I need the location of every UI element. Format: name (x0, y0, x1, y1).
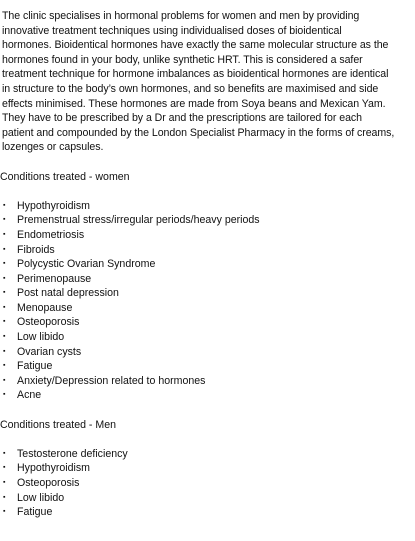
list-item (0, 286, 413, 301)
document-page (0, 9, 413, 534)
list-item-text: Fatigue (17, 506, 53, 519)
list-item-text: Endometriosis (17, 228, 85, 241)
square-bullet-icon: ▪ (3, 479, 6, 486)
list-item-text: Anxiety/Depression related to hormones (17, 374, 206, 387)
list-item (0, 461, 413, 476)
intro-line: hormones. Bioidentical hormones have exactly the same molecular structure as the (2, 39, 389, 52)
list-item-text: Fatigue (17, 360, 53, 373)
square-bullet-icon: ▪ (3, 274, 6, 282)
list-item-text: Ovarian cysts (17, 345, 82, 358)
list-item-text: Perimenopause (17, 272, 92, 285)
list-item (0, 491, 413, 506)
list-item-text: Polycystic Ovarian Syndrome (17, 258, 156, 271)
list-item-text: Premenstrual stress/irregular periods/heavy periods (17, 214, 260, 227)
list-item (0, 345, 413, 360)
list-item (0, 243, 413, 258)
square-bullet-icon: ▪ (3, 362, 6, 370)
list-item (0, 374, 413, 389)
list-item-text: Fibroids (17, 243, 55, 256)
square-bullet-icon: ▪ (3, 303, 6, 311)
list-item-text: Hypothyroidism (17, 462, 91, 475)
intro-line: treatment technique for hormone imbalances as bioidentical hormones are identical (2, 68, 389, 81)
list-item-text: Hypothyroidism (17, 199, 91, 212)
list-item-text: Menopause (17, 301, 73, 314)
list-item (0, 213, 413, 228)
square-bullet-icon: ▪ (3, 230, 6, 238)
list-item-text: Testosterone deficiency (17, 447, 128, 460)
intro-line: lozenges or capsules. (2, 141, 104, 154)
intro-paragraph (2, 9, 413, 155)
list-item (0, 257, 413, 272)
square-bullet-icon: ▪ (3, 508, 6, 516)
intro-line: They have to be prescribed by a Dr and the prescriptions are tailored for each (2, 112, 363, 125)
list-item (0, 228, 413, 243)
square-bullet-icon: ▪ (3, 333, 6, 341)
intro-line: innovative treatment techniques using individualised doses of bioidentical (2, 24, 342, 37)
square-bullet-icon: ▪ (3, 260, 6, 268)
square-bullet-icon: ▪ (3, 449, 6, 457)
list-item-text: Osteoporosis (17, 316, 80, 329)
list-item (0, 301, 413, 316)
list-item (0, 505, 413, 520)
square-bullet-icon: ▪ (3, 347, 6, 355)
square-bullet-icon: ▪ (3, 464, 6, 472)
list-item-text: Low libido (17, 491, 65, 504)
list-item-text: Acne (17, 389, 42, 402)
square-bullet-icon: ▪ (3, 391, 6, 399)
women-conditions-list (0, 199, 413, 403)
men-conditions-heading: Conditions treated - Men (0, 418, 117, 431)
intro-line: hormones found in your body, unlike synthetic HRT. This is considered a safer (2, 53, 363, 66)
list-item-text: Osteoporosis (17, 477, 80, 489)
list-item-text: Post natal depression (17, 287, 119, 300)
square-bullet-icon: ▪ (3, 318, 6, 326)
square-bullet-icon: ▪ (3, 201, 6, 209)
square-bullet-icon: ▪ (3, 289, 6, 297)
women-conditions-heading: Conditions treated - women (0, 170, 130, 183)
intro-line: patient and compounded by the London Specialist Pharmacy in the forms of creams, (2, 126, 395, 139)
list-item (0, 476, 413, 491)
list-item (0, 272, 413, 287)
list-item (0, 388, 413, 403)
intro-line: The clinic specialises in hormonal problems for women and men by providing (2, 10, 360, 22)
list-item (0, 315, 413, 330)
list-item-text: Low libido (17, 331, 65, 344)
square-bullet-icon: ▪ (3, 493, 6, 501)
intro-line: in structure to the body’s own hormones, and so benefits are maximised and side (2, 82, 379, 95)
square-bullet-icon: ▪ (3, 376, 6, 384)
square-bullet-icon: ▪ (3, 216, 6, 224)
list-item (0, 447, 413, 462)
list-item (0, 330, 413, 345)
square-bullet-icon: ▪ (3, 245, 6, 253)
intro-line: effects minimised. These hormones are made from Soya beans and Mexican Yam. (2, 97, 386, 110)
list-item (0, 359, 413, 374)
list-item (0, 199, 413, 214)
men-conditions-list (0, 447, 413, 520)
